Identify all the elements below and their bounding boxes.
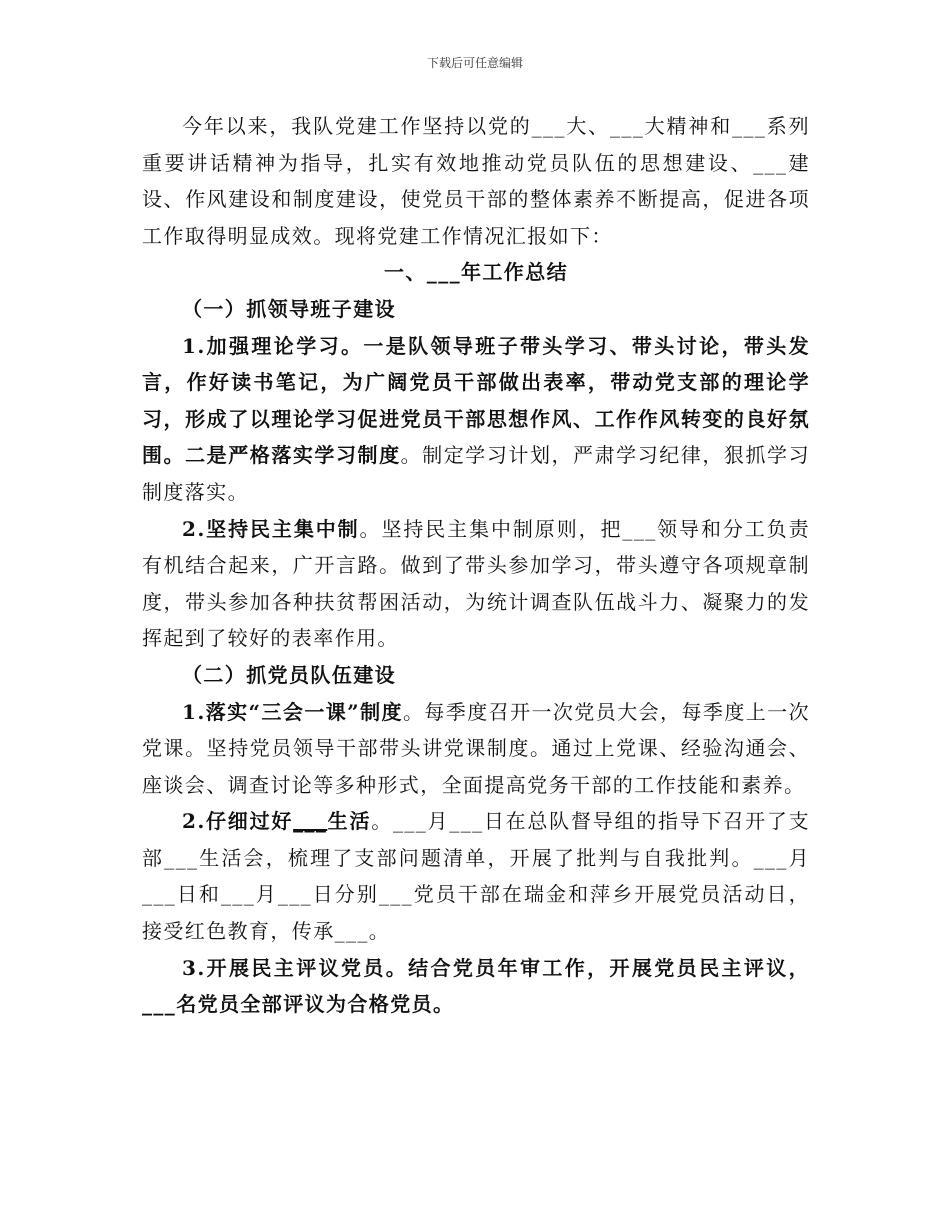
- document-body: [142, 108, 810, 1023]
- subsection-title-leadership: （一）抓领导班子建设: [182, 296, 396, 321]
- paragraph-three-meetings: [142, 694, 810, 804]
- paragraph-democratic-centralism: [142, 511, 810, 657]
- paragraph-lead-blank: ___: [293, 809, 328, 834]
- paragraph-lead: 2.仔细过好: [182, 809, 294, 834]
- paragraph-theory-study: [142, 328, 810, 511]
- page-header: 下载后可任意编辑: [426, 56, 523, 70]
- paragraph-lead: 1.落实“三会一课”制度: [182, 699, 403, 724]
- paragraph-life-meeting: [142, 803, 810, 949]
- paragraph-lead-end: 生活: [327, 809, 372, 834]
- subsection-title-members: （二）抓党员队伍建设: [182, 662, 396, 687]
- paragraph-body: 。制定学习计划，严肃学习纪律，狠抓学习制度落实。: [142, 443, 810, 504]
- paragraph-lead: 1.加强理论学习。一是队领导班子带头学习、带头讨论，带头发言，作好读书笔记，为广阔党员干部做出表率，带动党支部的理论学习，形成了以理论学习促进党员干部思想作风、工作作风转变的良好氛围。二是严格落实学习制度: [142, 333, 810, 468]
- paragraph-body: 。___月___日在总队督导组的指导下召开了支部___生活会，梳理了支部问题清单，开展了批判与自我批判。___月___日和___月___日分别___党员干部在瑞金和萍乡开展党员活动日，接受红色教育，传承___。: [142, 809, 810, 944]
- paragraph-lead: 2.坚持民主集中制: [182, 516, 360, 541]
- paragraph-member-review: 3.开展民主评议党员。结合党员年审工作，开展党员民主评议，___名党员全部评议为合格党员。: [142, 955, 810, 1017]
- paragraph-body: 。坚持民主集中制原则，把___领导和分工负责有机结合起来，广开言路。做到了带头参加学习，带头遵守各项规章制度，带头参加各种扶贫帮困活动，为统计调查队伍战斗力、凝聚力的发挥起到了较好的表率作用。: [142, 516, 810, 651]
- section-title: 一、___年工作总结: [384, 260, 568, 285]
- intro-paragraph: 今年以来，我队党建工作坚持以党的___大、___大精神和___系列重要讲话精神为指导，扎实有效地推动党员队伍的思想建设、___建设、作风建设和制度建设，使党员干部的整体素养不断提高，促进各项工作取得明显成效。现将党建工作情况汇报如下：: [142, 114, 810, 248]
- paragraph-body: 。每季度召开一次党员大会，每季度上一次党课。坚持党员领导干部带头讲党课制度。通过上党课、经验沟通会、座谈会、调查讨论等多种形式，全面提高党务干部的工作技能和素养。: [142, 699, 810, 797]
